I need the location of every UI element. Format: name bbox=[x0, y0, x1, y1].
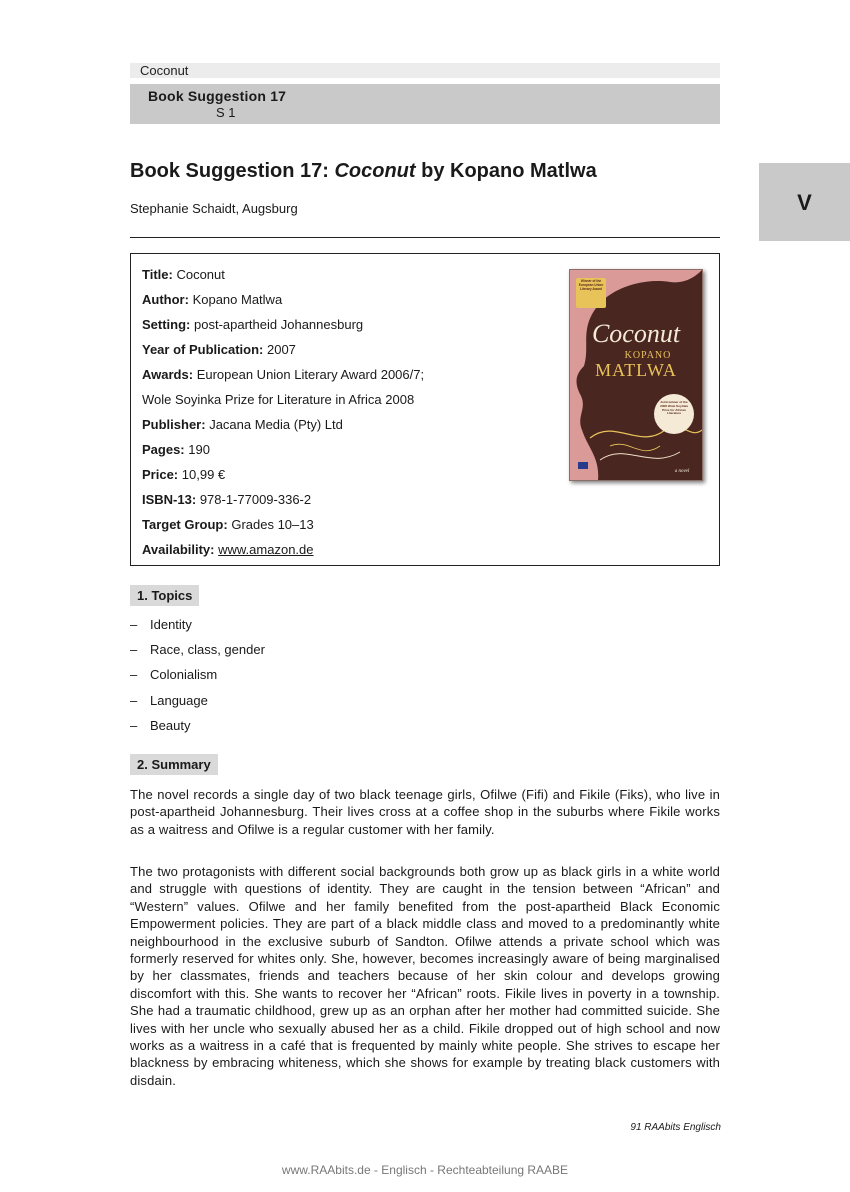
fact-awards: Awards: European Union Literary Award 2006/7; bbox=[142, 367, 425, 382]
fact-pages: Pages: 190 bbox=[142, 442, 210, 457]
summary-paragraph-2: The two protagonists with different social backgrounds both grow up as black girls in a white world and struggle with questions of identity. They are caught in the tension between “African” and “Western” values. Ofilwe and her family benefited from the post-apartheid Black Economic Empowerment policies. They are part of a black middle class and moved to a predominantly white neighbourhood in the exclusive suburb of Sandton. Ofilwe attends a private school which was formerly reserved for whites only. She, however, becomes increasingly aware of being marginalised by her classmates, friends and teachers because of her skin colour and develops growing discomfort with this. She wants to recover her “African” roots. Fikile lives in poverty in a township. She had a traumatic childhood, grew up as an orphan after her mother had committed suicide. She lives with her uncle who sexually abused her as a child. Fikile dropped out of high school and now works as a waitress in a café that is frequented by mainly white people. She strives to escape her blackness by embracing whiteness, which she shows for example by treating black customers with disdain. bbox=[130, 864, 720, 1088]
topics-heading: 1. Topics bbox=[130, 585, 199, 606]
book-info-box bbox=[130, 253, 720, 566]
title-book: Coconut bbox=[334, 160, 416, 182]
cover-author-first: KOPANO bbox=[624, 350, 672, 361]
title-prefix: Book Suggestion 17: bbox=[130, 160, 335, 182]
book-cover-image bbox=[569, 269, 703, 481]
source-note: 91 RAAbits Englisch bbox=[630, 1122, 721, 1133]
list-item: – Beauty bbox=[130, 713, 265, 738]
section-header bbox=[130, 84, 720, 124]
fact-setting: Setting: post-apartheid Johannesburg bbox=[142, 317, 364, 332]
fact-availability: Availability: www.amazon.de bbox=[142, 542, 314, 557]
topics-list bbox=[130, 612, 265, 738]
divider bbox=[130, 237, 720, 238]
cover-subtitle: a novel bbox=[674, 469, 690, 474]
list-item: – Language bbox=[130, 688, 265, 713]
summary-paragraph-1: The novel records a single day of two black teenage girls, Ofilwe (Fifi) and Fikile (Fiks), who live in post-apartheid Johannesburg. Their lives cross at a coffee shop in the suburbs where Fikile works as a waitress and Ofilwe is a regular customer with her family. bbox=[130, 787, 720, 837]
byline: Stephanie Schaidt, Augsburg bbox=[130, 201, 298, 216]
fact-awards-cont: Wole Soyinka Prize for Literature in Africa 2008 bbox=[142, 392, 415, 407]
running-header bbox=[130, 63, 720, 78]
fact-price: Price: 10,99 € bbox=[142, 467, 226, 482]
chapter-tab bbox=[759, 163, 850, 241]
fact-target: Target Group: Grades 10–13 bbox=[142, 517, 314, 532]
cover-title: Coconut bbox=[591, 319, 681, 348]
summary-heading: 2. Summary bbox=[130, 754, 218, 775]
page-footer: www.RAAbits.de - Englisch - Rechteabteilung RAABE bbox=[281, 1163, 569, 1177]
list-item: – Colonialism bbox=[130, 662, 265, 687]
page-title bbox=[130, 160, 597, 183]
cover-badge-top: Winner of the European Union Literary Award bbox=[578, 279, 604, 291]
book-facts bbox=[142, 262, 424, 562]
fact-title: Title: Coconut bbox=[142, 267, 225, 282]
list-item: – Race, class, gender bbox=[130, 637, 265, 662]
fact-year: Year of Publication: 2007 bbox=[142, 342, 296, 357]
fact-author: Author: Kopano Matlwa bbox=[142, 292, 283, 307]
running-title: Coconut bbox=[140, 63, 189, 78]
amazon-link[interactable]: www.amazon.de bbox=[218, 542, 314, 557]
fact-isbn: ISBN-13: 978-1-77009-336-2 bbox=[142, 492, 312, 507]
fact-publisher: Publisher: Jacana Media (Pty) Ltd bbox=[142, 417, 343, 432]
title-suffix: by Kopano Matlwa bbox=[415, 160, 597, 182]
cover-author-last: MATLWA bbox=[595, 360, 677, 380]
list-item: – Identity bbox=[130, 612, 265, 637]
chapter-tab-label: V bbox=[797, 190, 812, 215]
cover-badge-bottom: Joint winner of the 2008 Wole Soyinka Prize for African Literature bbox=[660, 401, 688, 416]
page-label: S 1 bbox=[216, 105, 236, 120]
section-title: Book Suggestion 17 bbox=[148, 88, 287, 104]
